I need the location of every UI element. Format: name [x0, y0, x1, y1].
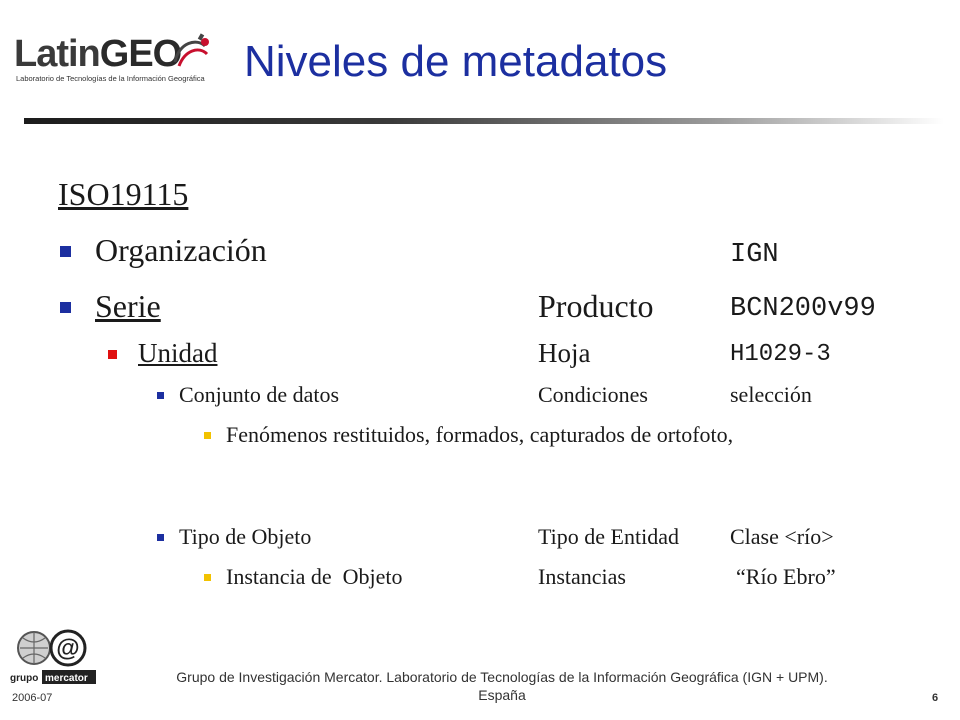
standard-heading: ISO19115	[58, 176, 189, 212]
bullet-square-icon	[60, 302, 71, 313]
at-symbol: @	[56, 635, 80, 662]
footer-line-2: España	[478, 687, 526, 703]
item-value: IGN	[730, 240, 779, 270]
item-label: Tipo de Objeto	[179, 524, 312, 549]
item-middle: Tipo de Entidad	[538, 524, 679, 549]
item-value: Clase <río>	[730, 524, 834, 549]
grupo-mercator-logo	[8, 628, 98, 686]
bullet-square-icon	[60, 246, 71, 257]
bullet-square-icon	[204, 432, 211, 439]
logo-text-accent: GEO	[99, 33, 182, 75]
page-number: 6	[932, 692, 939, 704]
title-divider	[24, 118, 944, 124]
logo-label-right: mercator	[45, 673, 88, 684]
bullet-square-icon	[204, 574, 211, 581]
logo-subtitle: Laboratorio de Tecnologías de la Información Geográfica	[16, 74, 205, 83]
item-label: Conjunto de datos	[179, 382, 340, 407]
satellite-icon	[169, 32, 213, 72]
item-value: “Río Ebro”	[736, 564, 836, 589]
item-value: H1029-3	[730, 341, 831, 368]
item-middle: Condiciones	[538, 382, 648, 407]
mercator-emblem-icon	[8, 628, 98, 686]
footer-date: 2006-07	[12, 692, 53, 704]
item-label: Unidad	[138, 338, 218, 368]
item-label: Fenómenos restituidos, formados, capturados de ortofoto,	[226, 422, 734, 447]
item-value: selección	[730, 382, 812, 407]
item-label: Organización	[95, 232, 267, 268]
item-label: Instancia de Objeto	[226, 564, 403, 589]
logo-label-left: grupo	[10, 673, 39, 684]
bullet-square-icon	[157, 392, 164, 399]
footer-line-1: Grupo de Investigación Mercator. Laboratorio de Tecnologías de la Información Geográfica (IGN + UPM).	[176, 669, 828, 685]
item-middle: Producto	[538, 288, 654, 324]
footer-credits	[130, 668, 874, 704]
page-title: Niveles de metadatos	[244, 37, 668, 86]
logo-wordmark	[14, 34, 181, 74]
logo-text-main: Latin	[14, 33, 100, 75]
item-label: Serie	[95, 288, 161, 324]
bullet-square-icon	[108, 350, 117, 359]
item-value: BCN200v99	[730, 294, 876, 324]
bullet-square-icon	[157, 534, 164, 541]
item-middle: Instancias	[538, 564, 626, 589]
item-middle: Hoja	[538, 338, 591, 368]
latingeo-logo	[14, 32, 214, 88]
